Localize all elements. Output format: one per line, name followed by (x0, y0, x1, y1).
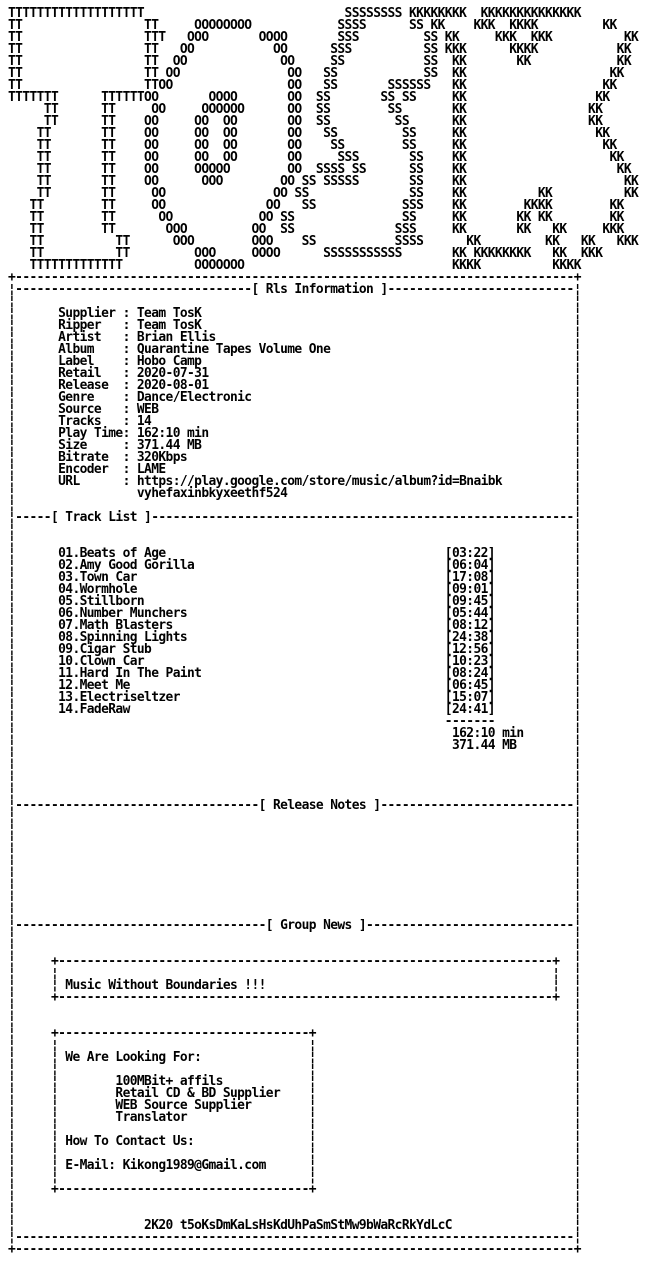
nfo-document-text: TTTTTTTTTTTTTTTTTTT SSSSSSSS KKKKKKKK KKKKKKKKKKKKKK TT TT OOOOOOOO SSSS SS KK KKK KKKK KK TT TTT OOO OOOO SSS SS KK KKK KKK KK TT TT OO OO SSS SS KKK KKKK KK TT TT OO OO SS SS KK KK KK TT TT OO OO SS SS KK KK TT TTOO OO SS SSSSSS KK KK TTTTTTT TTTTTTOO OOOO OO SS SS SS KK KK TT TT OO OOOOOO OO SS SS KK KK TT TT OO OO OO OO SS SS KK KK TT TT OO OO OO OO SS SS KK KK TT TT OO OO OO OO SS SS KK KK TT TT OO OO OO OO SSS SS KK KK TT TT OO OOOOO OO SSSS SS SS KK KK TT TT OO OOO OO SS SSSSS SS KK KK TT TT OO OO SS SS KK KK KK TT TT OO OO SS SSS KK KKKK KK TT TT OO OO SS SS KK KK KK KK TT TT OOO OO SS SSS KK KK KK KKK TT TT OOO OOO SS SSSS KK KK KK KKK TT TT OOO OOOO SSSSSSSSSSS KK KKKKKKKK KK KKK TTTTTTTTTTTTT OOOOOOO KKKK KKKK +------------------------------------------------------------------------------+ ¦---------------------------------[ Rls Information ]--------------------------¦ ¦ ¦ ¦ Supplier : Team TosK ¦ ¦ Ripper : Team TosK ¦ ¦ Artist : Brian Ellis ¦ ¦ Album : Quarantine Tapes Volume One ¦ ¦ Label : Hobo Camp ¦ ¦ Retail : 2020-07-31 ¦ ¦ Release : 2020-08-01 ¦ ¦ Genre : Dance/Electronic ¦ ¦ Source : WEB ¦ ¦ Tracks : 14 ¦ ¦ Play Time: 162:10 min ¦ ¦ Size : 371.44 MB ¦ ¦ Bitrate : 320Kbps ¦ ¦ Encoder : LAME ¦ ¦ URL : https://play.google.com/store/music/album?id=Bnaibk ¦ ¦ vyhefaxinbkyxeethf524 ¦ ¦ ¦ ¦-----[ Track List ]-----------------------------------------------------------¦ ¦ ¦ ¦ ¦ ¦ 01.Beats of Age [03:22] ¦ ¦ 02.Amy Good Gorilla [06:04] ¦ ¦ 03.Town Car [17:08] ¦ ¦ 04.Wormhole [09:01] ¦ ¦ 05.Stillborn [09:45] ¦ ¦ 06.Number Munchers [05:44] ¦ ¦ 07.Math Blasters [08:12] ¦ ¦ 08.Spinning Lights [24:38] ¦ ¦ 09.Cigar Stub [12:56] ¦ ¦ 10.Clown Car [10:23] ¦ ¦ 11.Hard In The Paint [08:24] ¦ ¦ 12.Meet Me [06:45] ¦ ¦ 13.Electriseltzer [15:07] ¦ ¦ 14.FadeRaw [24:41] ¦ ¦ ------- ¦ ¦ 162:10 min ¦ ¦ 371.44 MB ¦ ¦ ¦ ¦ ¦ ¦ ¦ ¦ ¦ ¦----------------------------------[ Release Notes ]---------------------------¦ ¦ ¦ ¦ ¦ ¦ ¦ ¦ ¦ ¦ ¦ ¦ ¦ ¦ ¦ ¦ ¦ ¦ ¦ ¦-----------------------------------[ Group News ]-----------------------------¦ ¦ ¦ ¦ ¦ ¦ +---------------------------------------------------------------------+ ¦ ¦ ¦ ¦ ¦ ¦ ¦ Music Without Boundaries !!! ¦ ¦ ¦ +---------------------------------------------------------------------+ ¦ ¦ ¦ ¦ ¦ ¦ +-----------------------------------+ ¦ ¦ ¦ ¦ ¦ ¦ ¦ We Are Looking For: ¦ ¦ ¦ ¦ ¦ ¦ ¦ ¦ 100MBit+ affils ¦ ¦ ¦ ¦ Retail CD & BD Supplier ¦ ¦ ¦ ¦ WEB Source Supplier ¦ ¦ ¦ ¦ Translator ¦ ¦ ¦ ¦ ¦ ¦ ¦ ¦ How To Contact Us: ¦ ¦ ¦ ¦ ¦ ¦ ¦ ¦ E-Mail: Kikong1989@Gmail.com ¦ ¦ ¦ ¦ ¦ ¦ ¦ +-----------------------------------+ ¦ ¦ ¦ ¦ ¦ ¦ 2K20 t5oKsDmKaLsHsKdUhPaSmStMw9bWaRcRkYdLcC ¦ ¦------------------------------------------------------------------------------¦ +------------------------------------------------------------------------------+ (8, 6, 639, 1257)
